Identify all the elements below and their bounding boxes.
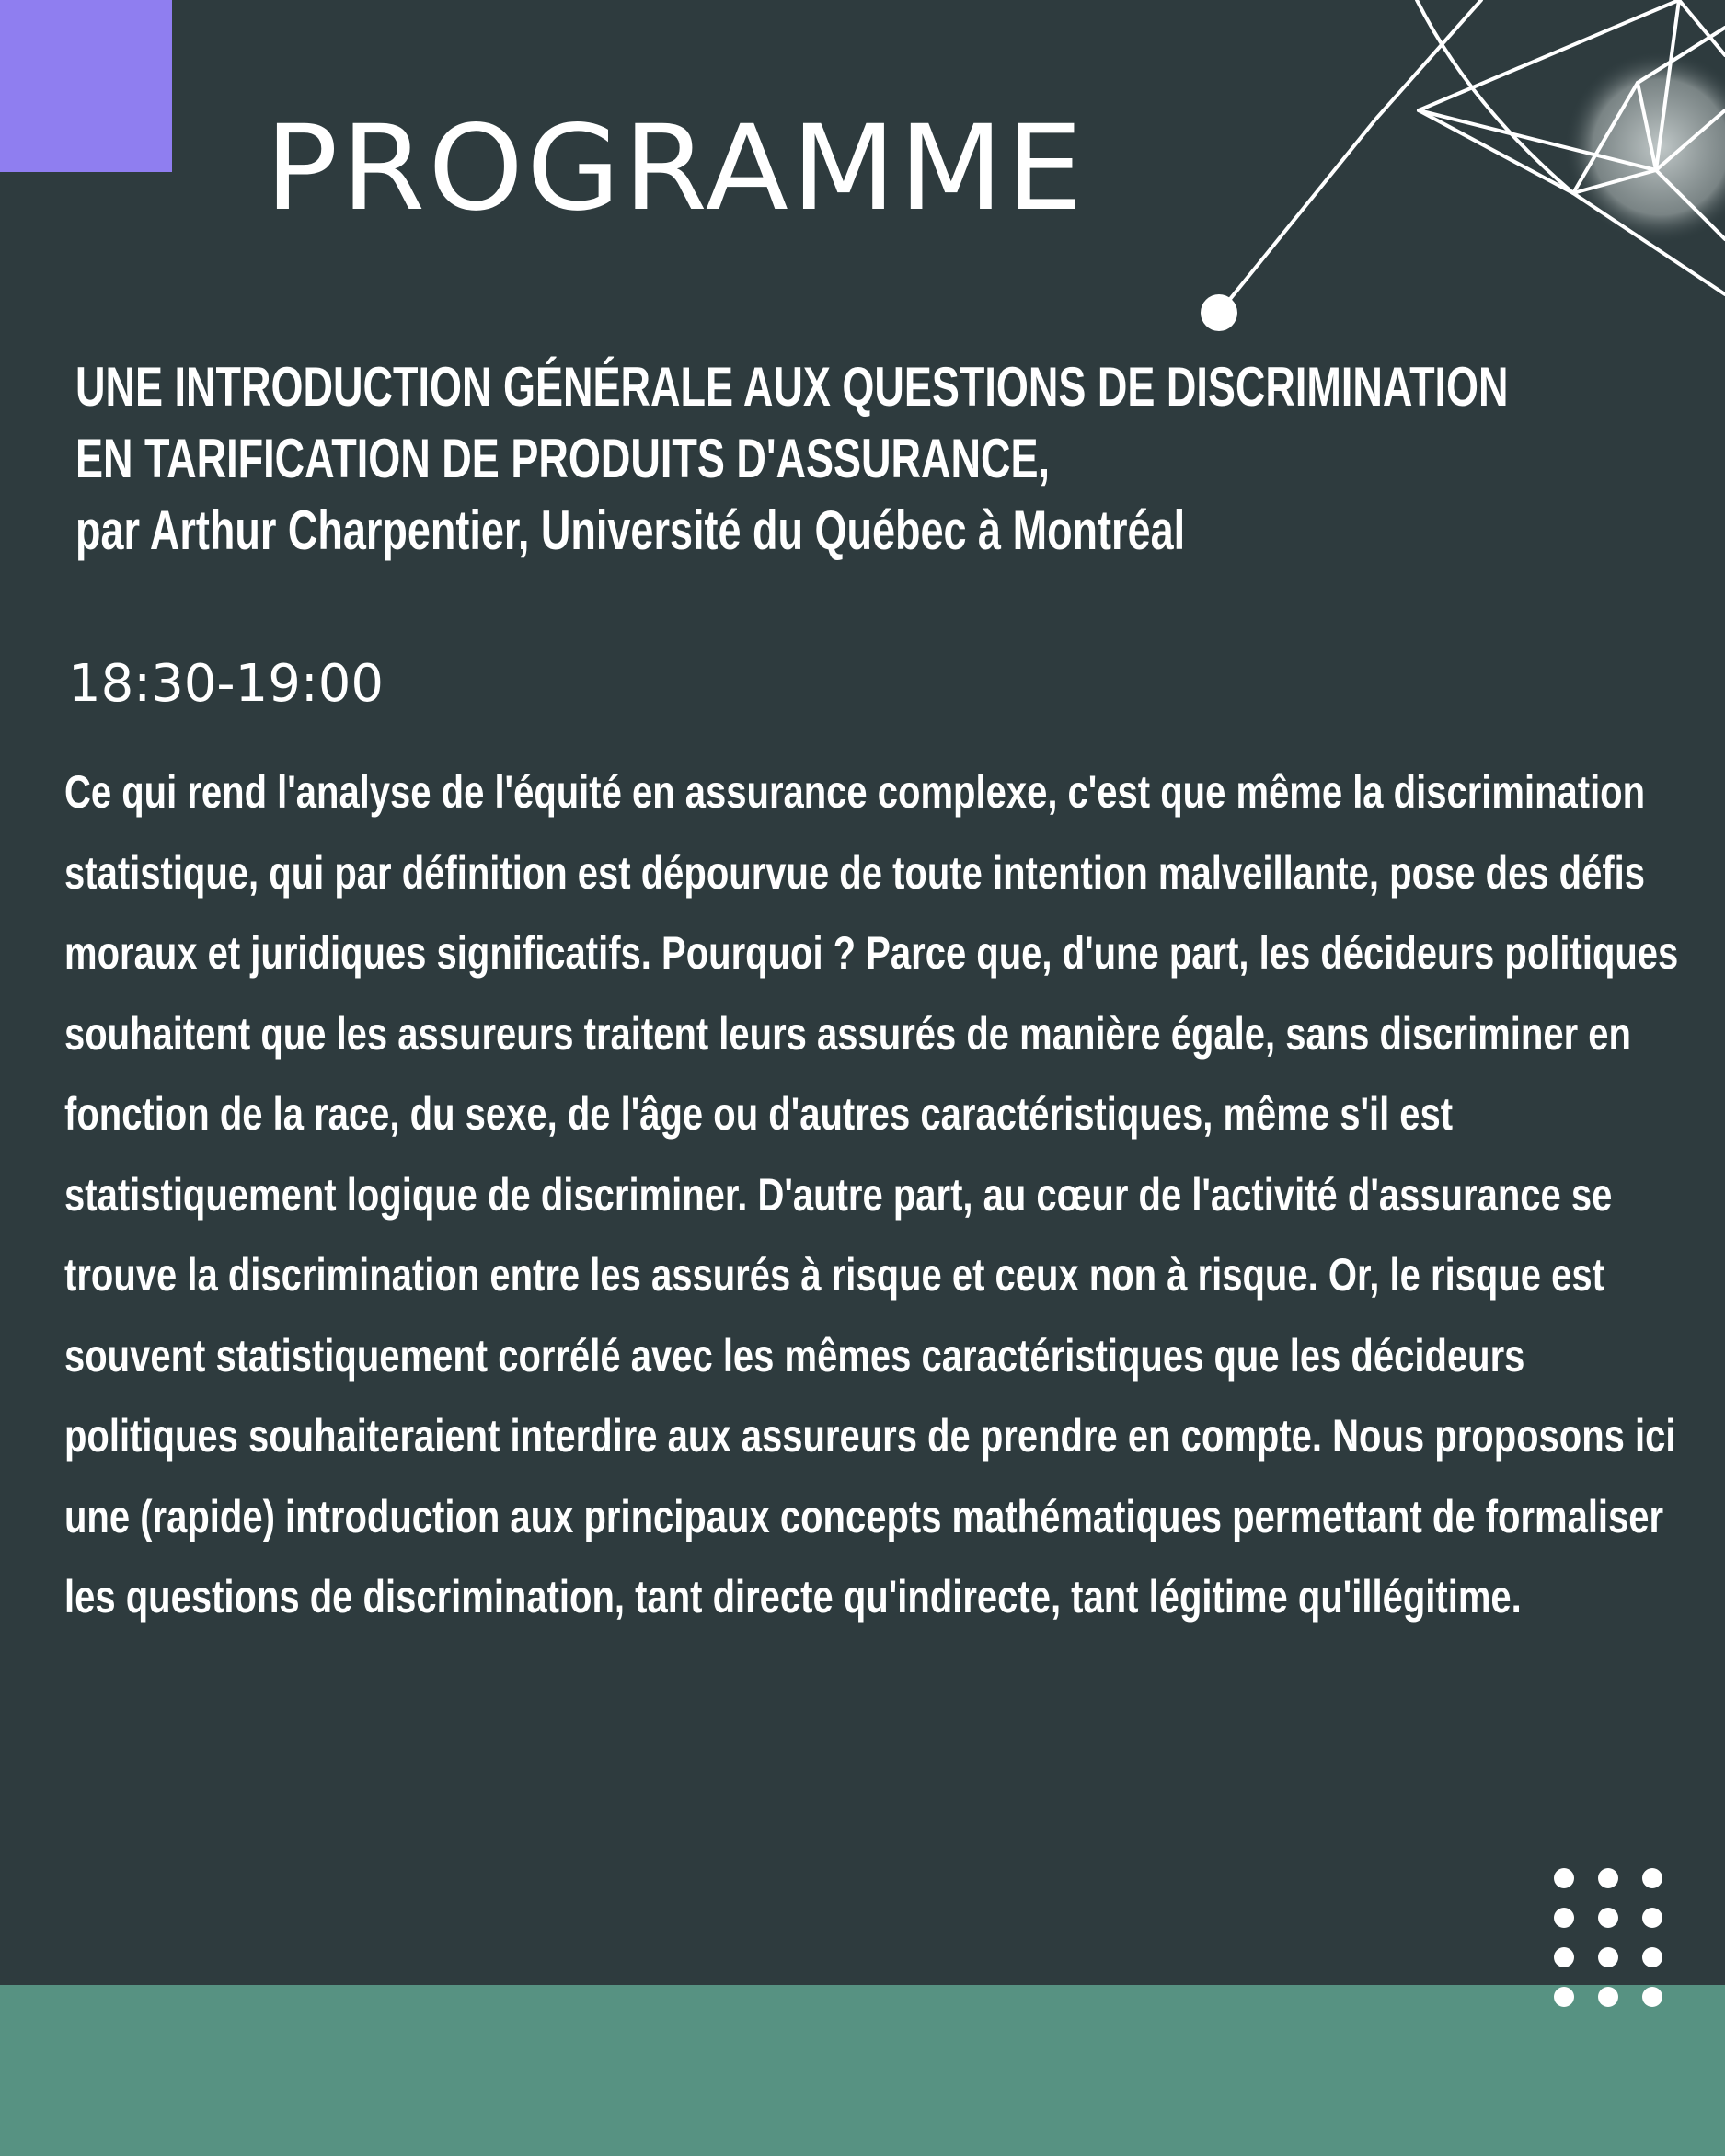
page-title: PROGRAMME: [265, 100, 1087, 237]
abstract-line: les questions de discrimination, tant directe qu'indirecte, tant légitime qu'illégitime.: [64, 1571, 1522, 1623]
talk-title: [75, 351, 1509, 567]
abstract-line: politiques souhaiteraient interdire aux assureurs de prendre en compte. Nous proposons ici: [64, 1410, 1676, 1462]
bottom-band: [0, 1985, 1725, 2156]
abstract-line: une (rapide) introduction aux principaux concepts mathématiques permettant de formaliser: [64, 1490, 1664, 1542]
abstract-line: souvent statistiquement corrélé avec les mêmes caractéristiques que les décideurs: [64, 1329, 1525, 1382]
abstract-line: statistique, qui par définition est dépourvue de toute intention malveillante, pose des défis: [64, 846, 1646, 899]
talk-title-line: UNE INTRODUCTION GÉNÉRALE AUX QUESTIONS DE DISCRIMINATION: [75, 356, 1509, 418]
node-dot: [1201, 294, 1237, 331]
time-slot: 18:30-19:00: [68, 654, 384, 714]
talk-title-line: EN TARIFICATION DE PRODUITS D'ASSURANCE,: [75, 428, 1051, 489]
accent-square: [0, 0, 172, 172]
abstract-line: statistiquement logique de discriminer. D'autre part, au cœur de l'activité d'assurance se: [64, 1168, 1613, 1221]
abstract-line: souhaitent que les assureurs traitent leurs assurés de manière égale, sans discriminer en: [64, 1007, 1631, 1060]
speaker-line: par Arthur Charpentier, Université du Québec à Montréal: [75, 499, 1186, 561]
abstract-line: fonction de la race, du sexe, de l'âge ou d'autres caractéristiques, même s'il est: [64, 1088, 1454, 1140]
geometric-network-decoration: [1178, 0, 1725, 340]
abstract: [64, 752, 1678, 1638]
abstract-line: trouve la discrimination entre les assurés à risque et ceux non à risque. Or, le risque est: [64, 1249, 1604, 1301]
abstract-line: Ce qui rend l'analyse de l'équité en assurance complexe, c'est que même la discrimination: [64, 766, 1646, 818]
abstract-line: moraux et juridiques significatifs. Pourquoi ? Parce que, d'une part, les décideurs politiques: [64, 927, 1679, 979]
dot-grid-decoration: [1546, 1867, 1674, 2014]
